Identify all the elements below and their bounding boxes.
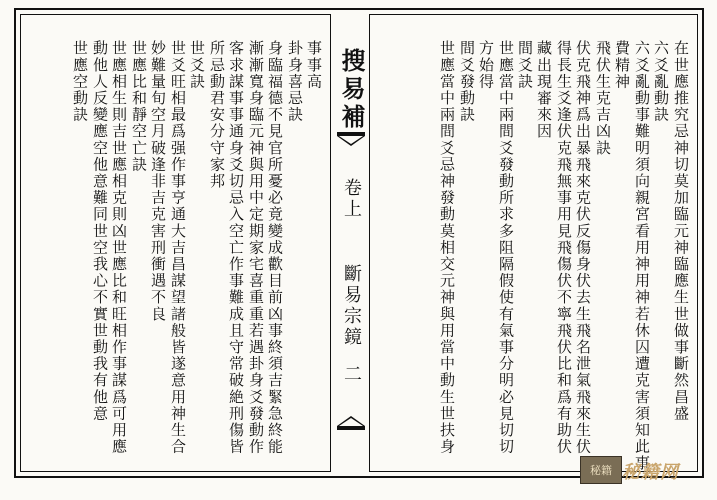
page-number: 二 — [341, 364, 362, 382]
fishtail-ornament-bottom — [337, 412, 365, 430]
center-spine — [330, 14, 370, 472]
text-column: 世應當中兩間爻發動所求多阻隔假使有氣事分明必見切切 — [497, 40, 515, 455]
series-title: 斷易宗鏡 — [341, 264, 362, 348]
text-column: 世應相生則吉世應相克則凶世應比和旺相作事謀爲可用應 — [110, 40, 128, 455]
text-column: 世應當中兩間爻忌神發動莫相交元神與用當中動生世扶身 — [438, 40, 456, 455]
watermark: 秘籍网 — [622, 462, 679, 483]
text-column: 所忌動君安分守家邦 — [208, 40, 226, 190]
text-column: 六爻亂動訣 — [652, 40, 670, 123]
text-column: 飛伏生克吉凶訣 — [594, 40, 612, 157]
text-column: 方始得 — [477, 40, 495, 90]
text-column: 六爻亂動事難明須向親宮看用神用神若休囚遭克害須知此事 — [633, 40, 651, 472]
volume-label: 卷上 — [341, 178, 362, 220]
text-column: 漸漸寬身臨元神與用中定期家宅喜重重若遇卦身爻發動作 — [247, 40, 265, 455]
text-column: 間爻發動訣 — [458, 40, 476, 123]
seal-stamp: 秘籍 — [580, 456, 622, 484]
text-column: 卦身喜忌訣 — [286, 40, 304, 123]
text-column: 客求謀事事通身爻切忌入空亡作事難成且守常破絶刑傷皆 — [227, 40, 245, 455]
text-column: 事事高 — [305, 40, 323, 90]
text-column: 在世應推究忌神切莫加臨元神臨應生世做事斷然昌盛 — [672, 40, 690, 422]
fishtail-ornament-top — [337, 132, 365, 150]
book-title: 搜易補 — [337, 48, 366, 132]
text-column: 動他人反變應空他意難同世空我心不實世動我有他意 — [91, 40, 109, 422]
text-column: 藏出現審來因 — [535, 40, 553, 140]
text-column: 間爻訣 — [516, 40, 534, 90]
text-column: 世應空動訣 — [71, 40, 89, 123]
text-column: 費精神 — [613, 40, 631, 90]
text-column: 伏克飛神爲出暴飛來克伏反傷身伏去生飛名泄氣飛來生伏 — [574, 40, 592, 455]
text-column: 妙難量旬空月破逢非吉克害刑衝遇不良 — [149, 40, 167, 323]
text-column: 世應比和靜空亡訣 — [130, 40, 148, 173]
text-column: 得長生爻逢伏克飛無事用見飛傷伏不寧飛伏比和爲有助伏 — [555, 40, 573, 455]
text-column: 世爻訣 — [188, 40, 206, 90]
text-column: 世爻旺相最爲强作事亨通大吉昌謀望諸般皆遂意用神生合 — [169, 40, 187, 455]
text-column: 身臨福德不見官所憂必竟變成歡目前凶事終須吉緊急終能 — [266, 40, 284, 455]
